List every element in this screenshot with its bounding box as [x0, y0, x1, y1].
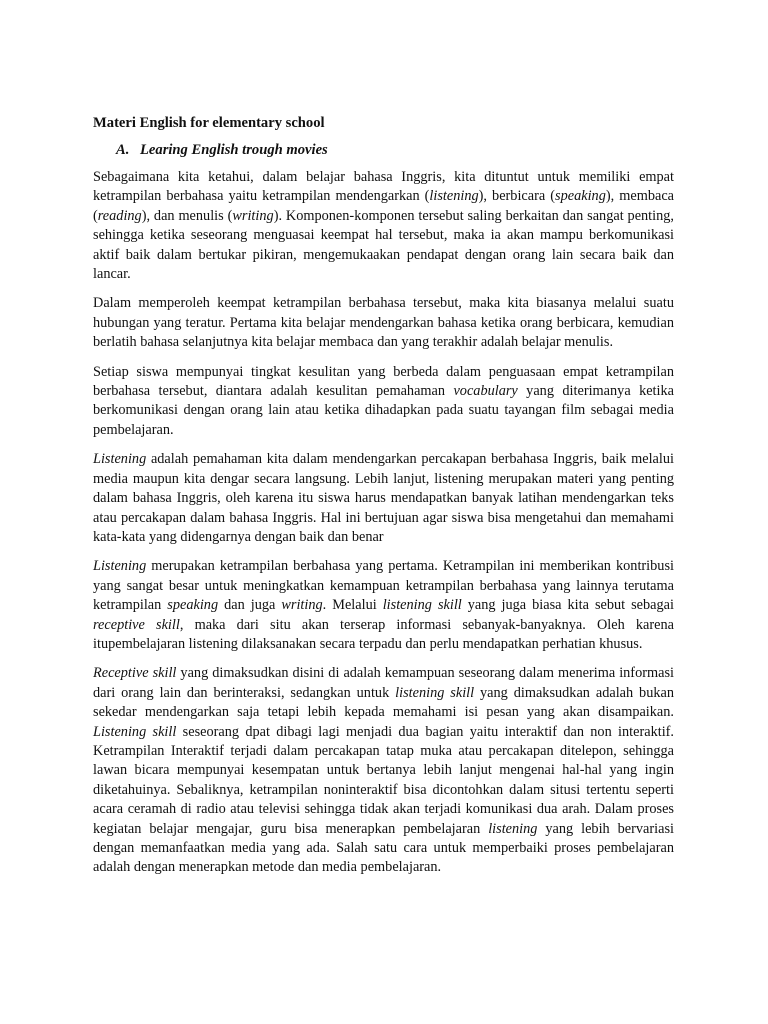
text-run: ), berbicara ( [478, 188, 556, 205]
italic-term: listening [429, 188, 479, 205]
text-run: merupakan ketrampilan berbahasa yang pertama. Ketrampilan ini memberikan kontribusi yang sangat besar untuk meningkatkan kemampuan ketrampilan berbahasa yang lainnya terutama ketrampilan [93, 558, 674, 614]
italic-term: writing [281, 597, 323, 614]
paragraph [93, 664, 674, 877]
italic-term: speaking [555, 188, 606, 205]
italic-term: listening [488, 820, 538, 837]
paragraph [93, 450, 674, 547]
text-run: ). Komponen-komponen tersebut saling berkaitan dan sangat penting, sehingga ketika seseorang menguasai keempat hal tersebut, maka ia akan mampu berkomunikasi aktif baik dalam bertukar pikiran, mengemukaakan pendapat dengan orang lain secara baik dan lancar. [93, 207, 675, 283]
text-run: Sebagaimana kita ketahui, dalam belajar bahasa Inggris, kita dituntut untuk memiliki empat ketrampilan berbahasa yaitu ketrampilan mendengarkan ( [93, 169, 674, 205]
section-heading-text: Learing English trough movies [140, 142, 328, 158]
italic-term: speaking [167, 597, 219, 614]
italic-term: writing [232, 207, 274, 224]
text-run: Setiap siswa mempunyai tingkat kesulitan yang berbeda dalam penguasaan empat ketrampilan berbahasa tersebut, diantara adalah kesulitan pemahaman [93, 363, 674, 400]
text-run: yang diterimanya ketika berkomunikasi dengan orang lain atau ketika dihadapkan pada suatu tayangan film sebagai media pembelajaran. [93, 383, 674, 438]
italic-term: Listening skill [93, 723, 177, 740]
italic-term: reading [97, 207, 142, 224]
italic-term: Receptive skill [93, 665, 177, 682]
paragraph [93, 557, 674, 654]
italic-term: Listening [93, 451, 147, 468]
italic-term: Listening [93, 558, 147, 575]
paragraph [93, 294, 674, 352]
italic-term: listening skill [382, 597, 462, 614]
section-heading [116, 141, 674, 160]
text-run: Dalam memperoleh keempat ketrampilan berbahasa tersebut, maka kita biasanya melalui suatu hubungan yang teratur. Pertama kita belajar mendengarkan bahasa ketika orang berbicara, kemudian berlatih bahasa selanjutnya kita belajar membaca dan yang terakhir adalah belajar menulis. [93, 295, 674, 351]
text-run: adalah pemahaman kita dalam mendengarkan percakapan berbahasa Inggris, baik melalui media maupun kita dengar secara langsung. Lebih lanjut, listening merupakan materi yang penting dalam bahasa Inggris, oleh karena itu siswa harus mendapatkan banyak latihan mendengarkan teks atau percakapan dalam bahasa Inggris. Hal ini bertujuan agar siswa bisa mengetahui dan memahami kata-kata yang didengarnya dengan baik dan benar [93, 451, 674, 545]
text-run: yang dimaksudkan adalah bukan sekedar mendengarkan saja tetapi lebih kepada memahami isi pesan yang akan disampaikan. [93, 684, 674, 721]
text-run: , maka dari situ akan terserap informasi sebanyak-banyaknya. Oleh karena itupembelajaran listening dilaksanakan secara terpadu dan perlu mendapatkan perhatian khusus. [93, 616, 674, 652]
italic-term: receptive skill [93, 616, 180, 633]
italic-term: listening skill [395, 684, 475, 701]
text-run: seseorang dpat dibagi lagi menjadi dua bagian yaitu interaktif dan non interaktif. Ketrampilan Interaktif terjadi dalam percakapan tatap muka atau percakapan ditelepon, sehingga lawan bicara mempunyai kesempatan untuk bertanya lebih lanjut mengenai hal-hal yang ingin diketahuinya. Sebaliknya, ketrampilan noninteraktif bisa dicontohkan dalam situsi tertentu seperti acara ceramah di radio atau televisi sehingga tidak akan terjadi komunikasi dua arah. Dalam proses kegiatan belajar mengajar, guru bisa menerapkan pembelajaran [93, 723, 674, 837]
text-run: yang juga biasa kita sebut sebagai [461, 597, 674, 614]
paragraph [93, 363, 674, 441]
text-run: ), membaca ( [93, 188, 675, 224]
paragraph [93, 168, 674, 284]
section-number: A. [116, 142, 130, 158]
italic-term: vocabulary [453, 383, 518, 400]
document-title: Materi English for elementary school [93, 115, 325, 131]
text-run: yang lebih bervariasi dengan memanfaatkan media yang ada. Salah satu cara untuk memperbaiki proses pembelajaran adalah dengan menerapkan metode dan media pembelajaran. [93, 820, 674, 876]
text-run: . Melalui [322, 597, 383, 614]
text-run: yang dimaksudkan disini di adalah kemampuan seseorang dalam menerima informasi dari orang lain dan berinteraksi, sedangkan untuk [93, 665, 674, 701]
body-text [93, 168, 674, 878]
text-run: ), dan menulis ( [141, 207, 233, 224]
text-run: dan juga [218, 597, 282, 614]
